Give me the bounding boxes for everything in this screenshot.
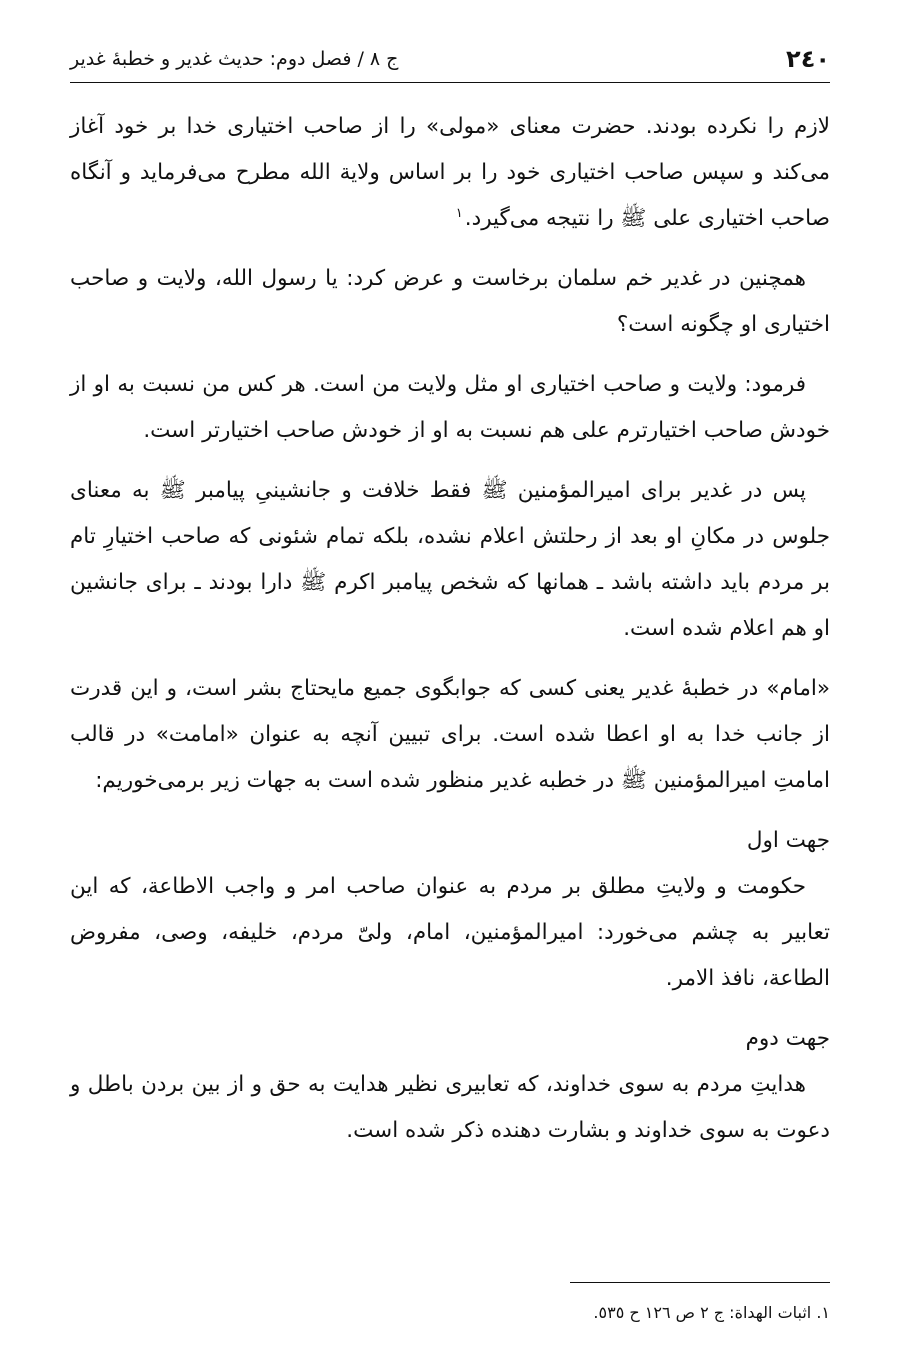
paragraph: هدايتِ مردم به سوى خداوند، كه تعابيرى نظير هدايت به حق و از بين بردن باطل و دعوت به سوى خداوند و بشارت دهنده ذكر شده است. bbox=[70, 1072, 830, 1143]
page-number: ٢٤٠ bbox=[786, 45, 830, 73]
footnote: ١. اثبات الهداة: ج ٢ ص ١٢٦ ح ٥٣٥. bbox=[593, 1303, 830, 1322]
paragraph: فرمود: ولايت و صاحب اختيارى او مثل ولايت من است. هر كس من نسبت به او از خودش صاحب اختيارترم على هم نسبت به او از خودش صاحب اختيارتر است. bbox=[70, 372, 830, 443]
page-body bbox=[70, 104, 830, 1168]
section-heading: جهت اول bbox=[746, 828, 830, 853]
paragraph bbox=[70, 104, 830, 242]
paragraph-text: لازم را نكرده بودند. حضرت معناى «مولى» را از صاحب اختيارى خدا بر خود آغاز مى‌كند و سپس صاحب اختيارى خود را بر اساس ولاية الله مطرح مى‌فرمايد و آنگاه صاحب اختيارى على ﷺ را نتيجه مى‌گيرد. bbox=[70, 114, 830, 231]
running-head: ج ٨ / فصل دوم: حديث غدير و خطبهٔ غدير bbox=[70, 48, 399, 70]
footnote-ref: ١ bbox=[455, 205, 463, 221]
footnote-rule bbox=[570, 1282, 830, 1283]
section-heading: جهت دوم bbox=[745, 1026, 830, 1051]
paragraph: حكومت و ولايتِ مطلق بر مردم به عنوان صاحب امر و واجب الاطاعة، كه اين تعابير به چشم مى‌خورد: اميرالمؤمنين، امام، ولىّ مردم، خليفه، وصى، مفروض الطاعة، نافذ الامر. bbox=[70, 874, 830, 991]
page-header bbox=[70, 40, 830, 78]
paragraph: پس در غدير براى اميرالمؤمنين ﷺ فقط خلافت و جانشينىِ پيامبر ﷺ به معناى جلوس در مكانِ او بعد از رحلتش اعلام نشده، بلكه تمام شئونى كه صاحب اختيارِ تام بر مردم بايد داشته باشد ـ همانها كه شخص پيامبر اكرم ﷺ دارا بودند ـ براى جانشين او هم اعلام شده است. bbox=[70, 478, 830, 641]
header-rule bbox=[70, 82, 830, 83]
paragraph: «امام» در خطبهٔ غدير يعنى كسى كه جوابگوى جميع مايحتاج بشر است، و اين قدرت از جانب خدا به او اعطا شده است. براى تبيين آنچه به عنوان «امامت» در قالب امامتِ اميرالمؤمنين ﷺ در خطبه غدير منظور شده است به جهات زير برمى‌خوريم: bbox=[70, 676, 830, 793]
paragraph: همچنين در غدير خم سلمان برخاست و عرض كرد: يا رسول الله، ولايت و صاحب اختيارى او چگونه است؟ bbox=[70, 266, 830, 337]
